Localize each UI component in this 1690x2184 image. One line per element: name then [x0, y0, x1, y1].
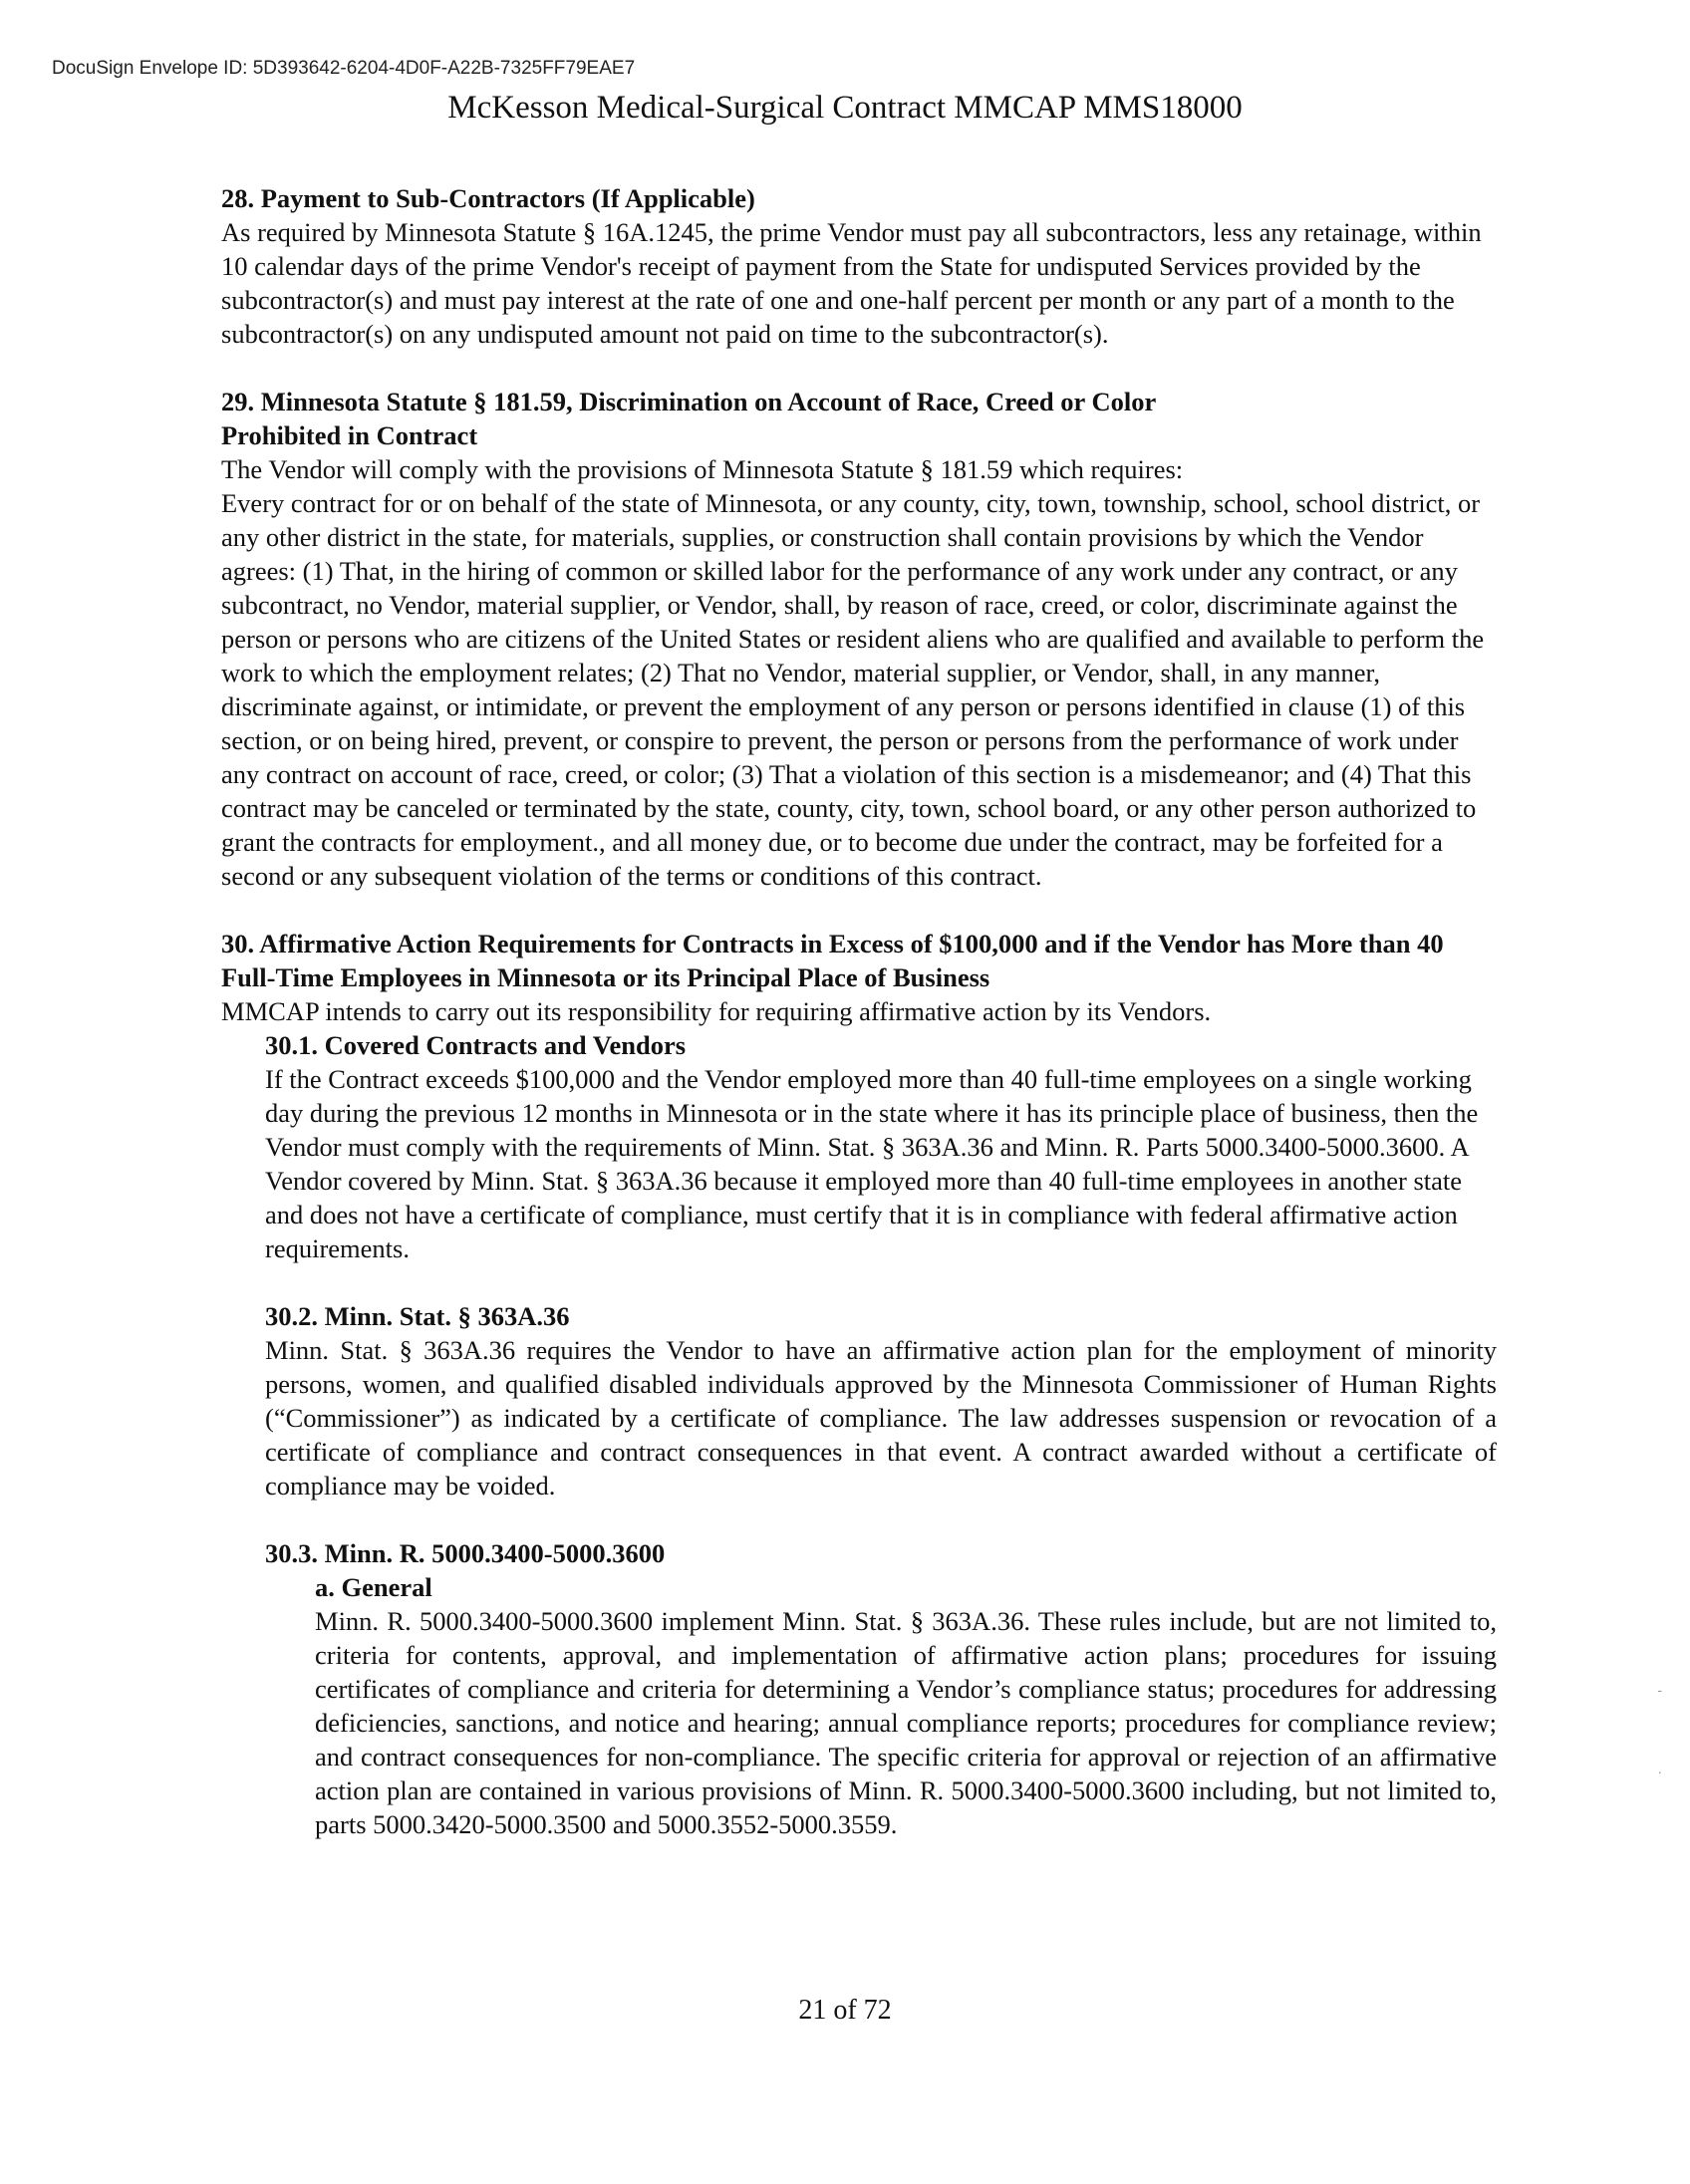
document-title: McKesson Medical-Surgical Contract MMCAP MMS18000 — [447, 90, 1243, 126]
section-30-3-a — [315, 1570, 1497, 1841]
section-30-3-heading: 30.3. Minn. R. 5000.3400-5000.3600 — [265, 1538, 666, 1568]
docusign-envelope-id: DocuSign Envelope ID: 5D393642-6204-4D0F-A22B-7325FF79EAE7 — [52, 58, 636, 79]
section-28-text: As required by Minnesota Statute § 16A.1245, the prime Vendor must pay all subcontractors, less any retainage, within 10 calendar days of the prime Vendor's receipt of payment from the State for undisputed Services provided by the subcontractor(s) and must pay interest at the rate of one and one-half percent per month or any part of a month to the subcontractor(s) on any undisputed amount not paid on time to the subcontractor(s). — [221, 217, 1482, 349]
section-30-3-a-heading: a. General — [315, 1572, 432, 1602]
section-28-heading: 28. Payment to Sub-Contractors (If Applicable) — [221, 183, 755, 213]
section-30 — [221, 927, 1497, 1841]
section-29-heading: 29. Minnesota Statute § 181.59, Discrimination on Account of Race, Creed or Color Prohibited in Contract — [221, 387, 1156, 450]
page-number: 21 of 72 — [798, 1995, 892, 2026]
section-30-intro: MMCAP intends to carry out its responsibility for requiring affirmative action by its Vendors. — [221, 996, 1212, 1026]
section-30-1 — [265, 1028, 1497, 1265]
section-30-1-heading: 30.1. Covered Contracts and Vendors — [265, 1030, 687, 1060]
scan-margin-mark: · — [1657, 1764, 1662, 1779]
scan-margin-mark: - — [1657, 1682, 1662, 1698]
section-30-3 — [265, 1536, 1497, 1570]
section-30-3-a-text: Minn. R. 5000.3400-5000.3600 implement Minn. Stat. § 363A.36. These rules include, but are not limited to, criteria for contents, approval, and implementation of affirmative action plans; procedures for issuing certificates of compliance and criteria for determining a Vendor’s compliance status; procedures for addressing deficiencies, sanctions, and notice and hearing; annual compliance reports; procedures for compliance review; and contract consequences for non-compliance. The specific criteria for approval or rejection of an affirmative action plan are contained in various provisions of Minn. R. 5000.3400-5000.3600 including, but not limited to, parts 5000.3420-5000.3500 and 5000.3552-5000.3559. — [315, 1606, 1497, 1839]
section-29-intro: The Vendor will comply with the provisions of Minnesota Statute § 181.59 which requires: — [221, 454, 1184, 484]
section-28 — [221, 181, 1497, 351]
document-body — [221, 181, 1497, 1841]
section-30-2 — [265, 1299, 1497, 1502]
section-30-2-text: Minn. Stat. § 363A.36 requires the Vendor to have an affirmative action plan for the employment of minority persons, women, and qualified disabled individuals approved by the Minnesota Commissioner of Human Rights (“Commissioner”) as indicated by a certificate of compliance. The law addresses suspension or revocation of a certificate of compliance and contract consequences in that event. A contract awarded without a certificate of compliance may be voided. — [265, 1335, 1497, 1501]
section-30-heading: 30. Affirmative Action Requirements for Contracts in Excess of $100,000 and if the Vendor has More than 40 Full-Time Employees in Minnesota or its Principal Place of Business — [221, 929, 1444, 992]
section-30-1-text: If the Contract exceeds $100,000 and the Vendor employed more than 40 full-time employees on a single working day during the previous 12 months in Minnesota or in the state where it has its principle place of business, then the Vendor must comply with the requirements of Minn. Stat. § 363A.36 and Minn. R. Parts 5000.3400-5000.3600. A Vendor covered by Minn. Stat. § 363A.36 because it employed more than 40 full-time employees in another state and does not have a certificate of compliance, must certify that it is in compliance with federal affirmative action requirements. — [265, 1064, 1479, 1263]
section-29 — [221, 385, 1497, 893]
section-29-text: Every contract for or on behalf of the state of Minnesota, or any county, city, town, township, school, school district, or any other district in the state, for materials, supplies, or construction shall contain provisions by which the Vendor agrees: (1) That, in the hiring of common or skilled labor for the performance of any work under any contract, or any subcontract, no Vendor, material supplier, or Vendor, shall, by reason of race, creed, or color, discriminate against the person or persons who are citizens of the United States or resident aliens who are qualified and available to perform the work to which the employment relates; (2) That no Vendor, material supplier, or Vendor, shall, in any manner, discriminate against, or intimidate, or prevent the employment of any person or persons identified in clause (1) of this section, or on being hired, prevent, or conspire to prevent, the person or persons from the performance of work under any contract on account of race, creed, or color; (3) That a violation of this section is a misdemeanor; and (4) That this contract may be canceled or terminated by the state, county, city, town, school board, or any other person authorized to grant the contracts for employment., and all money due, or to become due under the contract, may be forfeited for a second or any subsequent violation of the terms or conditions of this contract. — [221, 488, 1485, 891]
section-30-2-heading: 30.2. Minn. Stat. § 363A.36 — [265, 1301, 570, 1331]
